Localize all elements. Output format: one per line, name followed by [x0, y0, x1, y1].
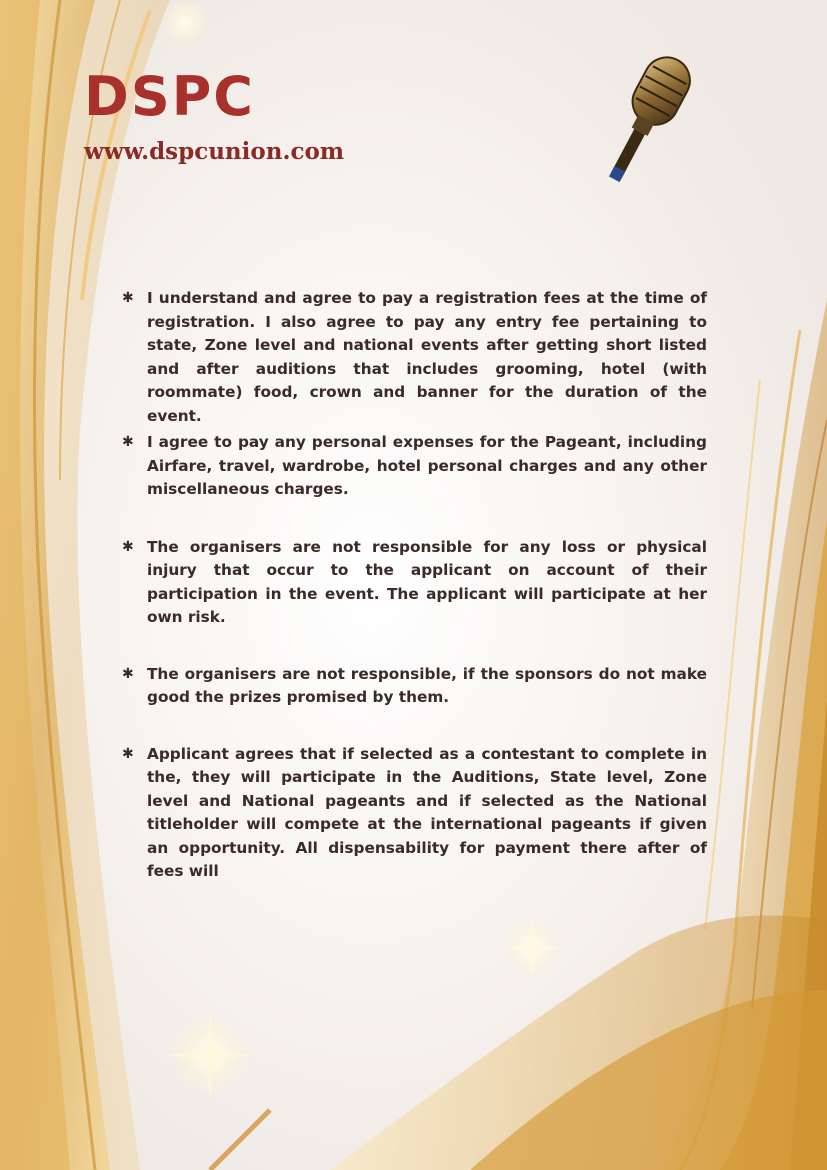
term-item: [122, 431, 707, 502]
bullet-icon: ✱: [122, 434, 134, 450]
term-text: I understand and agree to pay a registration fees at the time of registration. I also agree to pay any entry fee pertaining to state, Zone level and national events after getting short listed and after auditions that includes grooming, hotel (with roommate) food, crown and banner for the duration of the event.: [147, 289, 707, 425]
term-text: The organisers are not responsible, if the sponsors do not make good the prizes promised by them.: [147, 664, 707, 706]
bullet-icon: ✱: [122, 665, 134, 682]
bullet-icon: ✱: [122, 538, 134, 555]
term-item: [122, 743, 707, 884]
term-item: [122, 536, 707, 630]
website-url: www.dspcunion.com: [84, 138, 345, 165]
brand-logo-text: DSPC: [84, 65, 255, 128]
term-text: The organisers are not responsible for any loss or physical injury that occur to the applicant on account of their participation in the event. The applicant will participate at her own risk.: [147, 537, 707, 626]
bullet-icon: ✱: [122, 745, 134, 762]
bullet-icon: ✱: [122, 290, 134, 306]
term-text: I agree to pay any personal expenses for the Pageant, including Airfare, travel, wardrobe, hotel personal charges and any other miscellaneous charges.: [147, 433, 707, 498]
term-item: [122, 287, 707, 428]
terms-list: [122, 287, 707, 884]
term-item: [122, 663, 707, 710]
vintage-microphone-icon: [598, 50, 708, 195]
term-text: Applicant agrees that if selected as a contestant to complete in the, they will participate in the Auditions, State level, Zone level and National pageants and if selected as the National titleholder will compete at the international pageants if given an opportunity. All dispensability for payment there after of fees will: [147, 744, 707, 880]
